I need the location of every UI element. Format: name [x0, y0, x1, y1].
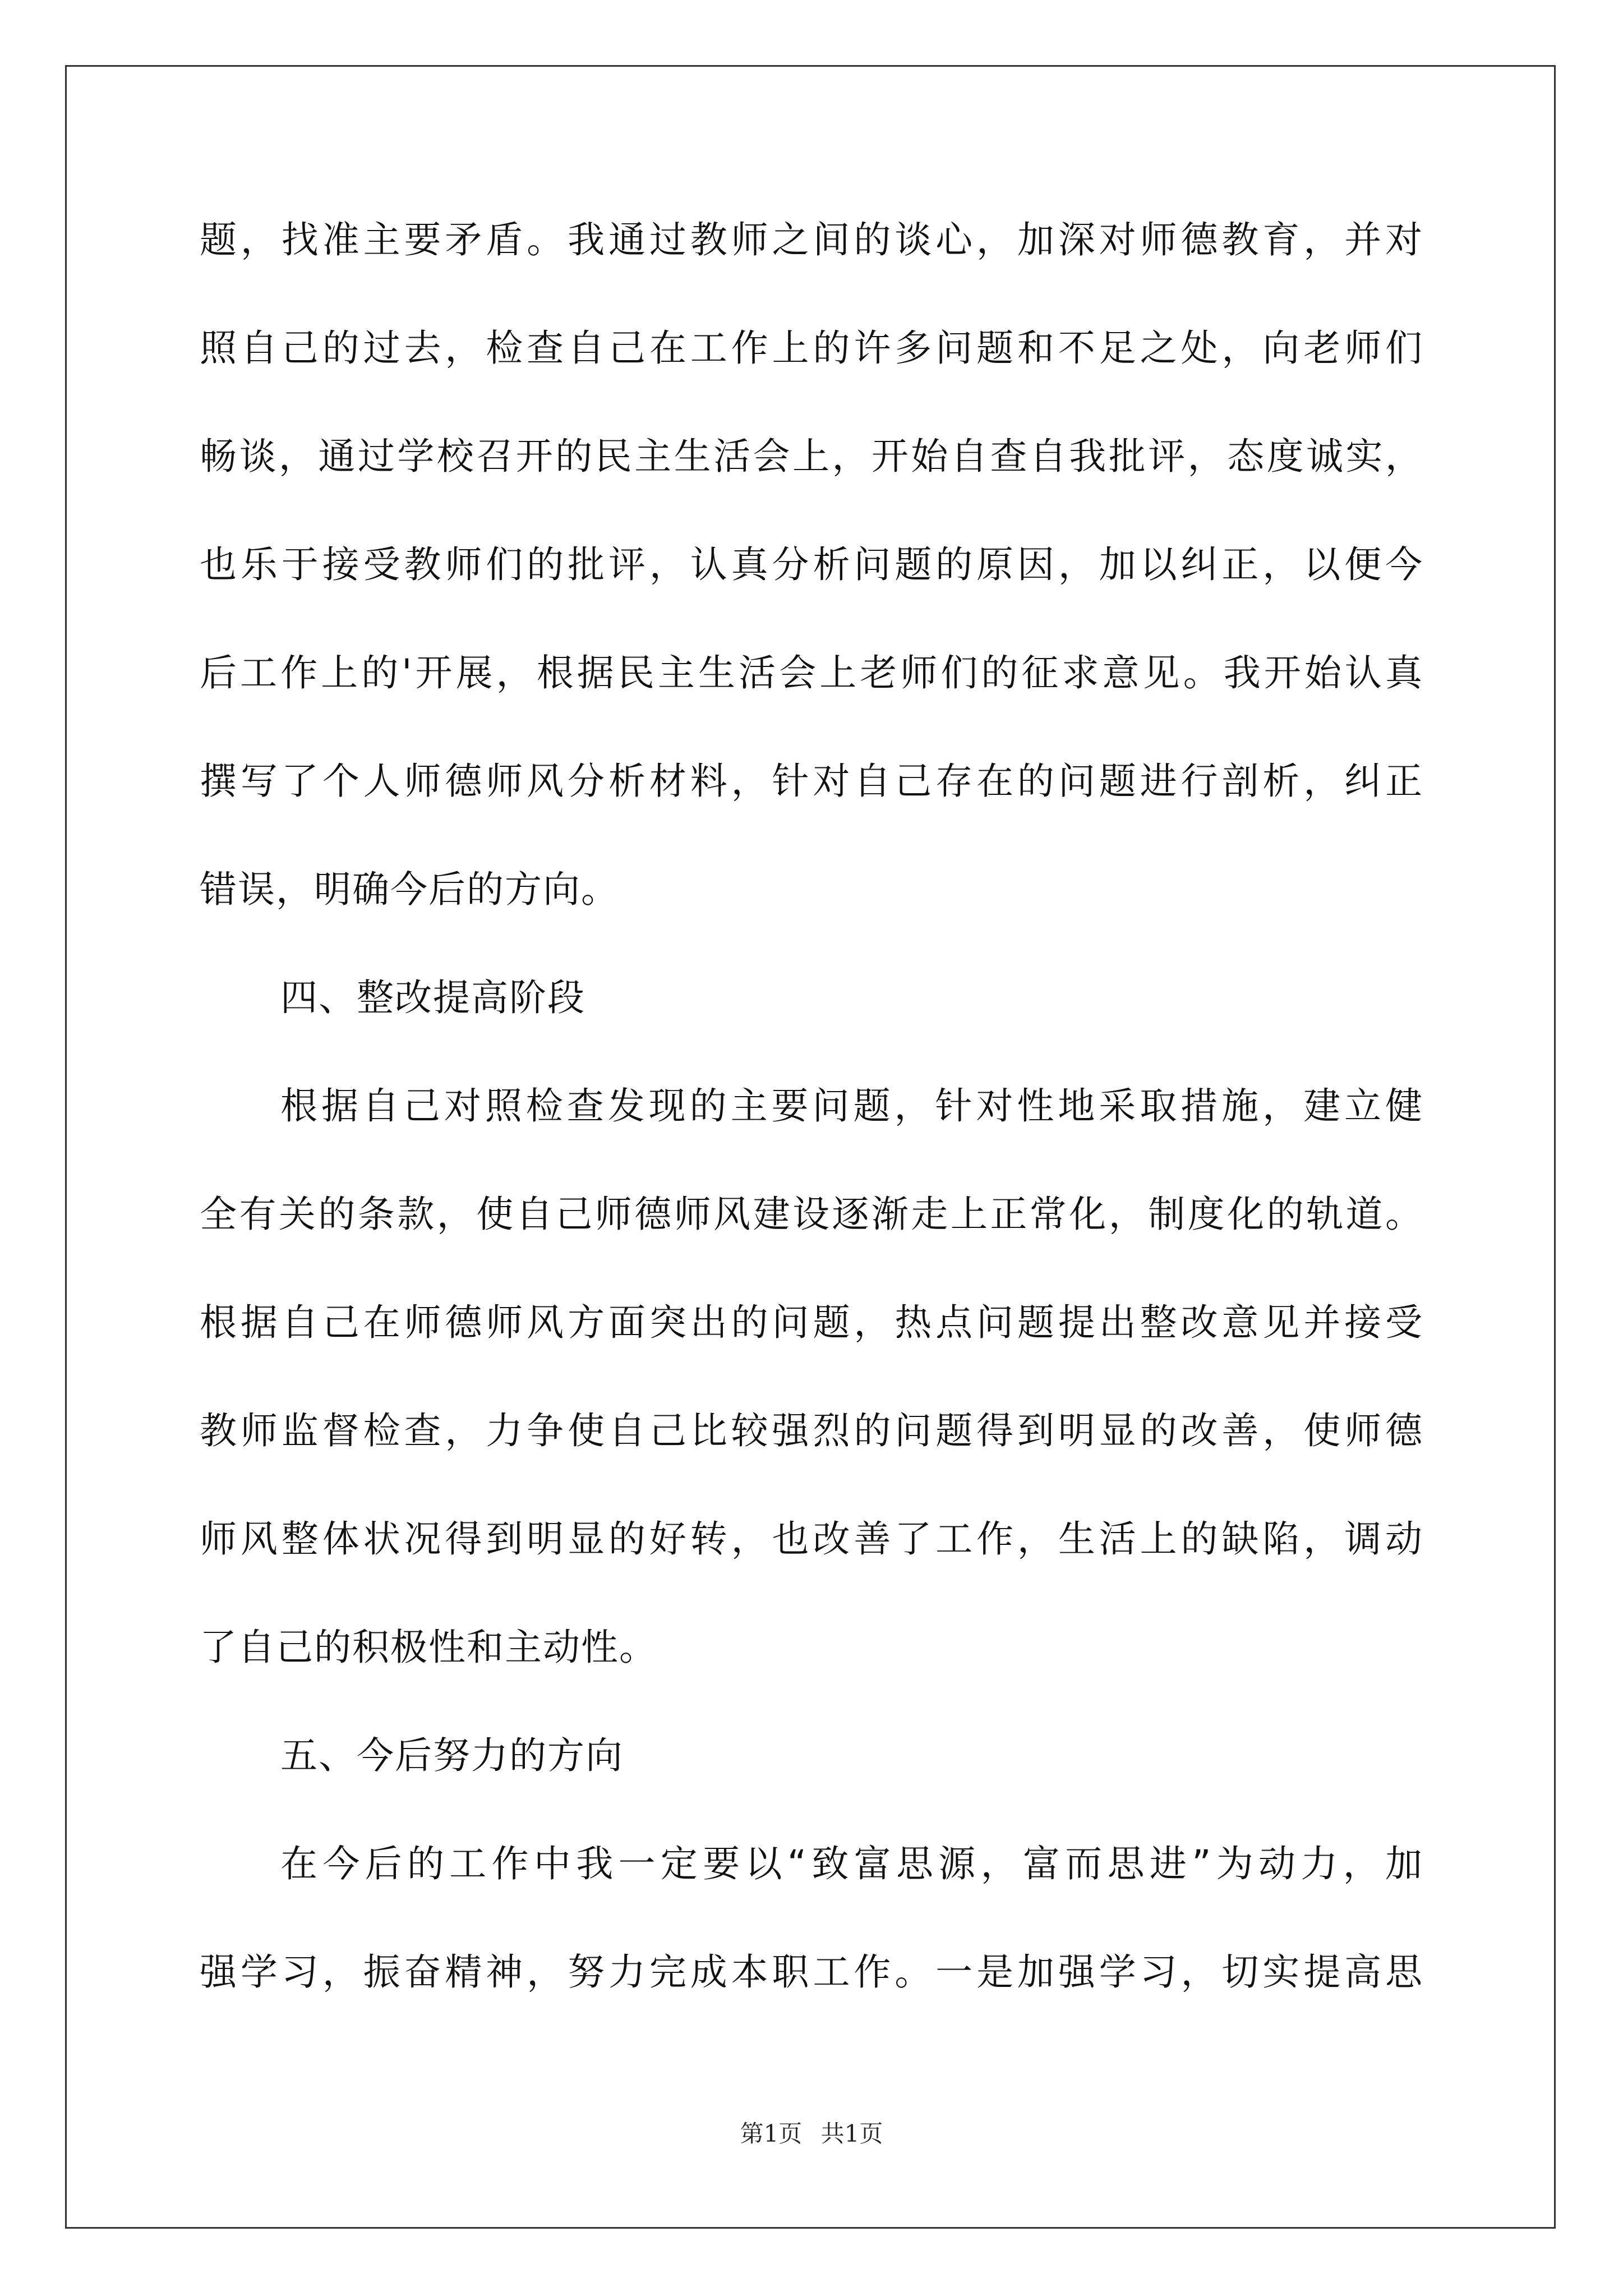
text-line-1: 题，找准主要矛盾。我通过教师之间的谈心，加深对师德教育，并对 [200, 218, 1423, 261]
section-heading-4: 四、整改提高阶段 [280, 976, 585, 1019]
text-line-17: 强学习，振奋精神，努力完成本职工作。一是加强学习，切实提高思 [200, 1950, 1423, 1994]
text-line-6: 撰写了个人师德师风分析材料，针对自己存在的问题进行剖析，纠正 [200, 760, 1423, 803]
text-line-9: 根据自己对照检查发现的主要问题，针对性地采取措施，建立健 [280, 1084, 1423, 1128]
text-line-14: 了自己的积极性和主动性。 [200, 1626, 657, 1669]
text-line-10: 全有关的条款，使自己师德师风建设逐渐走上正常化，制度化的轨道。 [200, 1193, 1423, 1236]
document-body [200, 213, 1423, 2054]
text-line-12: 教师监督检查，力争使自己比较强烈的问题得到明显的改善，使师德 [200, 1409, 1423, 1452]
text-line-4: 也乐于接受教师们的批评，认真分析问题的原因，加以纠正，以便今 [200, 543, 1423, 586]
text-line-2: 照自己的过去，检查自己在工作上的许多问题和不足之处，向老师们 [200, 326, 1423, 370]
text-line-3: 畅谈，通过学校召开的民主生活会上，开始自查自我批评，态度诚实， [200, 435, 1423, 478]
page-total: 共1页 [820, 2120, 883, 2147]
text-line-16: 在今后的工作中我一定要以“致富思源，富而思进”为动力，加 [280, 1842, 1423, 1885]
text-line-7: 错误，明确今后的方向。 [200, 868, 619, 911]
page-number: 第1页 [740, 2120, 803, 2147]
page-footer [0, 2118, 1623, 2150]
section-heading-5: 五、今后努力的方向 [280, 1734, 624, 1777]
text-line-11: 根据自己在师德师风方面突出的问题，热点问题提出整改意见并接受 [200, 1301, 1423, 1344]
text-line-13: 师风整体状况得到明显的好转，也改善了工作，生活上的缺陷，调动 [200, 1517, 1423, 1561]
text-line-5: 后工作上的'开展，根据民主生活会上老师们的征求意见。我开始认真 [200, 651, 1423, 694]
